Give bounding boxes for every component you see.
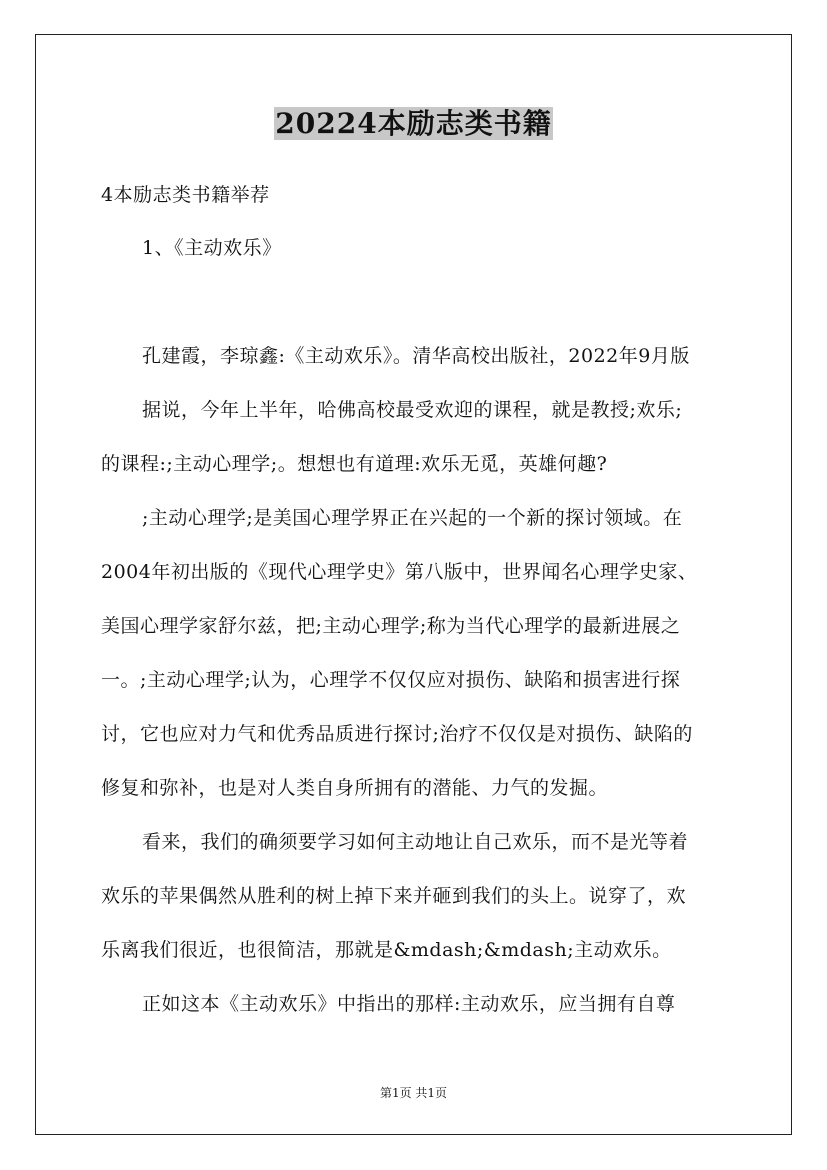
page-number: 第1页 共1页	[379, 1086, 448, 1100]
paragraph-line: 看来，我们的确须要学习如何主动地让自己欢乐，而不是光等着	[142, 831, 689, 853]
paragraph-line: 美国心理学家舒尔兹，把;主动心理学;称为当代心理学的最新进展之	[101, 615, 681, 637]
paragraph-line: ;主动心理学;是美国心理学界正在兴起的一个新的探讨领域。在	[142, 507, 683, 529]
paragraph-line: 正如这本《主动欢乐》中指出的那样:主动欢乐，应当拥有自尊	[142, 993, 676, 1015]
paragraph-line: 的课程:;主动心理学;。想想也有道理:欢乐无觅，英雄何趣?	[101, 453, 608, 475]
paragraph-line: 一。;主动心理学;认为，心理学不仅仅应对损伤、缺陷和损害进行探	[101, 669, 681, 691]
paragraph-line: 修复和弥补，也是对人类自身所拥有的潜能、力气的发掘。	[101, 777, 609, 799]
paragraph-line: 讨，它也应对力气和优秀品质进行探讨;治疗不仅仅是对损伤、缺陷的	[101, 723, 693, 745]
paragraph-line: 孔建霞，李琼鑫:《主动欢乐》。清华高校出版社，2022年9月版	[142, 345, 690, 367]
paragraph-line: 据说，今年上半年，哈佛高校最受欢迎的课程，就是教授;欢乐;	[142, 399, 683, 421]
document-title-container	[0, 105, 827, 143]
book-heading: 1、《主动欢乐》	[142, 237, 282, 259]
paragraph-line: 乐离我们很近，也很简洁，那就是&mdash;&mdash;主动欢乐。	[101, 939, 672, 961]
document-title: 20224本励志类书籍	[275, 107, 552, 140]
paragraph-line: 欢乐的苹果偶然从胜利的树上掉下来并砸到我们的头上。说穿了，欢	[101, 885, 687, 907]
paragraph-line: 2004年初出版的《现代心理学史》第八版中，世界闻名心理学史家、	[101, 561, 698, 583]
subtitle: 4本励志类书籍举荐	[101, 184, 270, 206]
